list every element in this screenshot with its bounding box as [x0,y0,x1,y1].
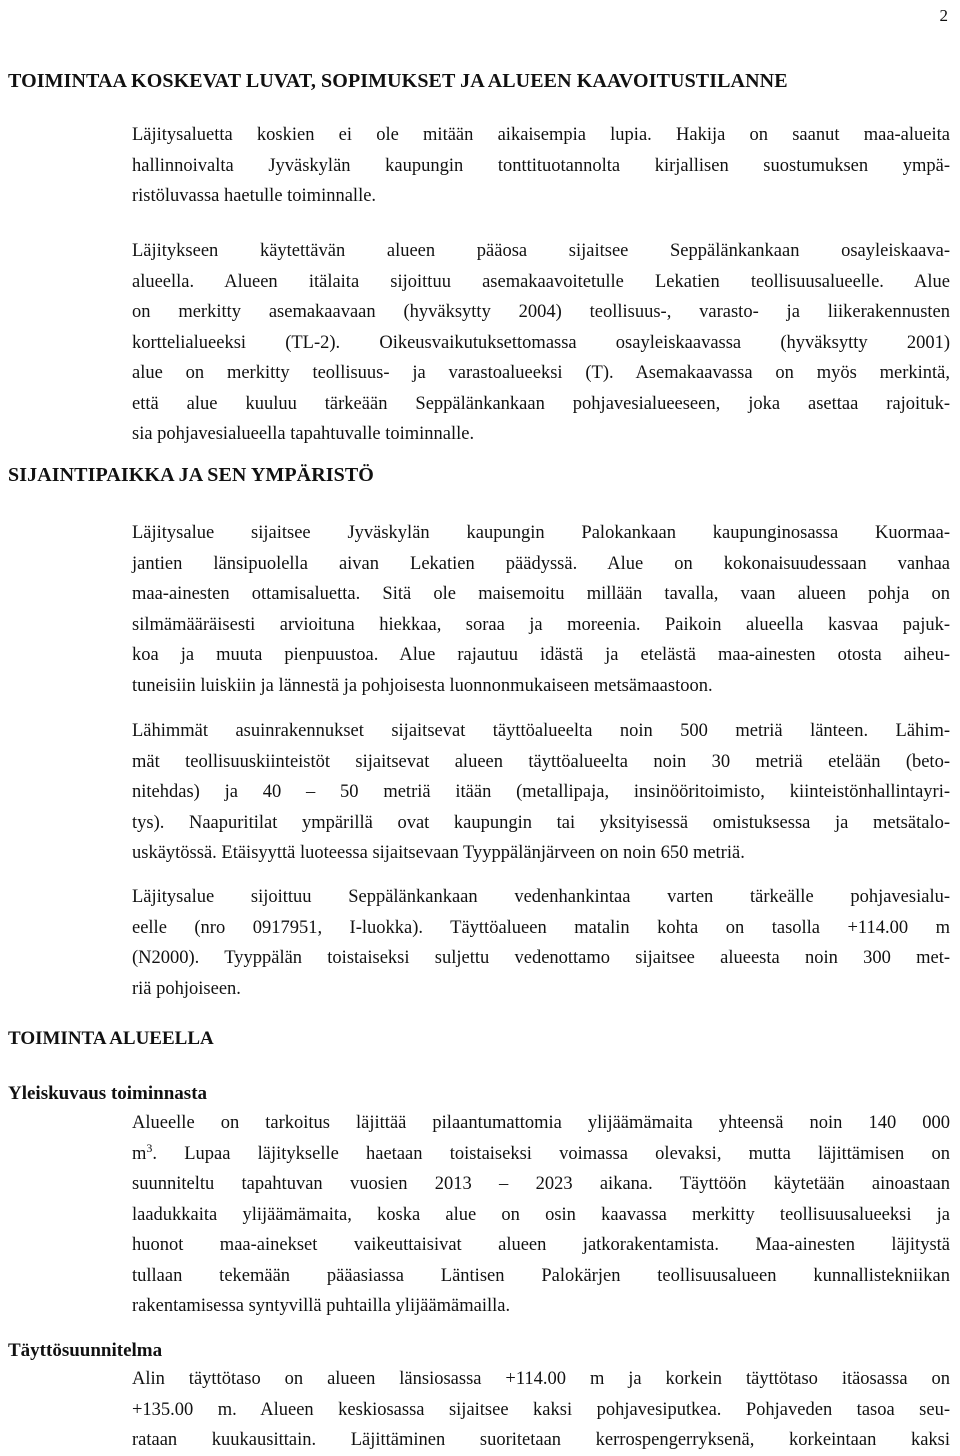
text-line: rataan kuukausittain. Läjittäminen suoritetaan kerrospengerryksenä, korkeintaan kaksi [132,1430,950,1450]
paragraph-permits-2 [132,236,950,450]
text-line: huonot maa-ainekset vaikeuttaisivat alueen jatkorakentamista. Maa-ainesten läjitystä [132,1235,950,1255]
text-line: Läjitykseen käytettävän alueen pääosa sijaitsee Seppälänkankaan osayleiskaava- [132,241,950,261]
text-line: maa-ainesten ottamisaluetta. Sitä ole maisemoitu millään tavalla, vaan alueen pohja on [132,584,950,604]
section-heading-location: SIJAINTIPAIKKA JA SEN YMPÄRISTÖ [8,464,374,486]
text-line [132,1139,950,1170]
subheading-overview: Yleiskuvaus toiminnasta [8,1083,208,1104]
unit-m: m [132,1143,147,1164]
text-line: nitehdas) ja 40 – 50 metriä itään (metallipaja, insinööritoimisto, kiinteistönhallintayri- [132,782,950,802]
paragraph-location-3 [132,882,950,1004]
text-line: hallinnoivalta Jyväskylän kaupungin tonttituotannolta kirjallisen suostumuksen ympä- [132,155,950,176]
text-line: on merkitty asemakaavaan (hyväksytty 2004) teollisuus-, varasto- ja liikerakennusten [132,302,950,322]
text-line: eelle (nro 0917951, I-luokka). Täyttöalueen matalin kohta on tasolla +114.00 m [132,917,950,938]
text-line: Lähimmät asuinrakennukset sijaitsevat täyttöalueelta noin 500 metriä länteen. Lähim- [132,721,950,741]
text-line: sia pohjavesialueella tapahtuvalle toiminnalle. [132,424,475,444]
text-line: Läjitysalue sijoittuu Seppälänkankaan vedenhankintaa varten tärkeälle pohjavesialu- [132,887,950,907]
text-line: tuneisiin luiskiin ja lännestä ja pohjoisesta luonnonmukaiseen metsämaastoon. [132,675,713,696]
text-line: Läjitysaluetta koskien ei ole mitään aikaisempia lupia. Hakija on saanut maa-alueita [132,125,950,145]
text-line: Alueelle on tarkoitus läjittää pilaantumattomia ylijäämämaita yhteensä noin 140 000 [132,1113,950,1133]
text-line: jantien länsipuolella aivan Lekatien päädyssä. Alue on kokonaisuudessaan vanhaa [132,553,950,574]
page-number: 2 [939,6,948,25]
text-line: koa ja muuta pienpuustoa. Alue rajautuu idästä ja etelästä maa-ainesten otosta aiheu- [132,645,950,665]
text-line: uskäytössä. Etäisyyttä luoteessa sijaitsevaan Tyyppälänjärveen on noin 650 metriä. [132,843,745,863]
paragraph-overview [132,1108,950,1322]
text-line: korttelialueeksi (TL-2). Oikeusvaikutuksettomassa osayleiskaavassa (hyväksytty 2001) [132,332,950,353]
section-heading-permits: TOIMINTAA KOSKEVAT LUVAT, SOPIMUKSET JA ALUEEN KAAVOITUSTILANNE [8,70,788,92]
subheading-fill-plan: Täyttösuunnitelma [8,1340,163,1361]
text-line: tys). Naapuritilat ympärillä ovat kaupungin tai yksityisessä omistuksessa ja metsätalo- [132,812,950,833]
text-line: alueella. Alueen itälaita sijoittuu asemakaavoitetulle Lekatien teollisuusalueelle. Alue [132,271,950,292]
paragraph-location-2 [132,716,950,869]
text-line: rakentamisessa syntyvillä puhtailla ylijäämämailla. [132,1296,511,1316]
text-fragment: . Lupaa läjitykselle haetaan toistaiseksi voimassa olevaksi, mutta läjittämisen on [152,1143,950,1164]
paragraph-permits-1 [132,120,950,212]
text-line: +135.00 m. Alueen keskiosassa sijaitsee kaksi pohjavesiputkea. Pohjaveden tasoa seu- [132,1399,950,1420]
text-line: ristöluvassa haetulle toiminnalle. [132,186,377,206]
text-line: tullaan tekemään pääasiassa Läntisen Palokärjen teollisuusalueen kunnallistekniikan [132,1265,950,1286]
text-line: Läjitysalue sijaitsee Jyväskylän kaupungin Palokankaan kaupunginosassa Kuormaa- [132,523,950,543]
text-line: (N2000). Tyyppälän toistaiseksi suljettu vedenottamo sijaitsee alueesta noin 300 met- [132,948,950,968]
text-line: että alue kuuluu tärkeään Seppälänkankaan pohjavesialueeseen, joka asettaa rajoituk- [132,393,950,414]
text-line: alue on merkitty teollisuus- ja varastoalueeksi (T). Asemakaavassa on myös merkintä, [132,363,950,383]
section-heading-operation: TOIMINTA ALUEELLA [8,1028,214,1049]
text-line: mät teollisuuskiinteistöt sijaitsevat alueen täyttöalueelta noin 30 metriä etelään (beto- [132,751,950,772]
text-line: silmämääräisesti arvioituna hiekkaa, soraa ja moreenia. Paikoin alueella kasvaa pajuk- [132,614,950,635]
text-line: suunniteltu tapahtuvan vuosien 2013 – 2023 aikana. Täyttöön käytetään ainoastaan [132,1174,950,1194]
text-line: Alin täyttötaso on alueen länsiosassa +114.00 m ja korkein täyttötaso itäosassa on [132,1369,950,1389]
paragraph-location-1 [132,518,950,701]
text-line: laadukkaita ylijäämämaita, koska alue on osin kaavassa merkitty teollisuusalueeksi ja [132,1204,950,1225]
unit-exponent: 3 [146,1140,153,1155]
paragraph-fill-plan [132,1364,950,1456]
text-line: riä pohjoiseen. [132,978,241,999]
